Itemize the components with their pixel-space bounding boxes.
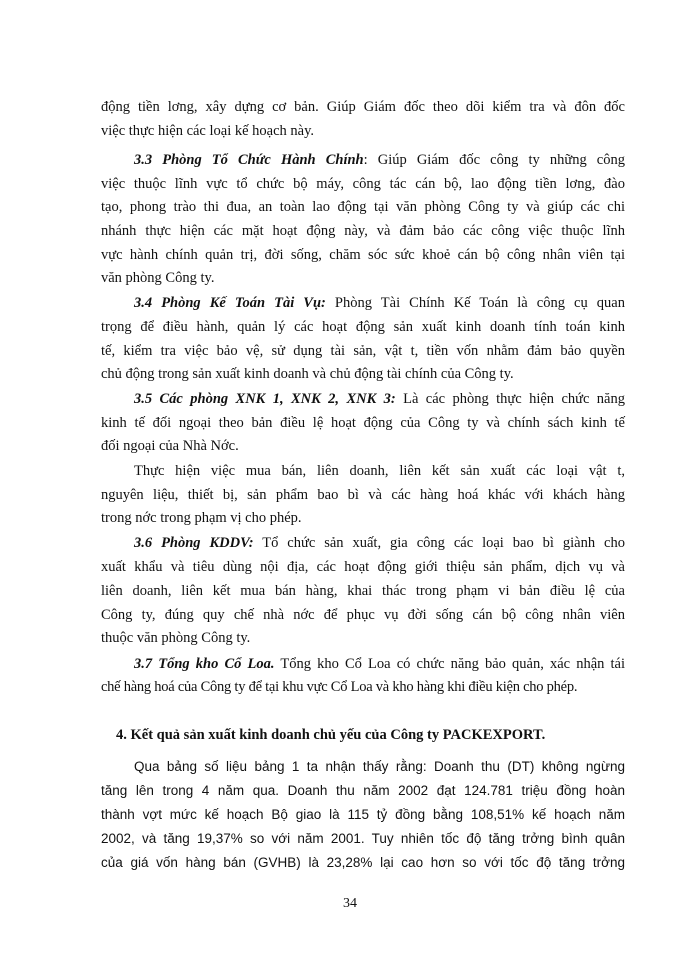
section-3-7-first-line	[134, 654, 625, 674]
text-line: Qua bảng số liệu bảng 1 ta nhận thấy rằng: Doanh thu (DT) không ngừng	[134, 759, 625, 774]
section-3-4-first-line	[134, 293, 625, 313]
text-line: của giá vốn hàng bán (GVHB) là 23,28% lại cao hơn so với tốc độ tăng trởng	[101, 855, 625, 870]
text-line: việc thuộc lĩnh vực tổ chức bộ máy, công tác cán bộ, lao động tiền lơng, đào	[101, 176, 625, 192]
text-line: thuộc văn phòng Công ty.	[101, 630, 251, 646]
page-number: 34	[343, 896, 357, 911]
text-line: đối ngoại của Nhà Nớc.	[101, 438, 239, 454]
text-line: động tiền lơng, xây dựng cơ bản. Giúp Giám đốc theo dõi kiểm tra và đôn đốc	[101, 99, 625, 115]
text-line: thành vợt mức kế hoạch Bộ giao là 115 tỷ đồng bằng 108,51% kế hoạch năm	[101, 807, 625, 822]
text-line: 2002, và tăng 19,37% so với năm 2001. Tuy nhiên tốc độ tăng trởng bình quân	[101, 831, 625, 846]
text-line: nguyên liệu, thiết bị, sản phẩm bao bì và các hàng hoá khác với khách hàng	[101, 487, 625, 503]
text-line: liên doanh, liên kết mua bán hàng, khai thác trong phạm vi bản điều lệ của	[101, 583, 625, 599]
section-3-3-first-line	[134, 150, 625, 170]
text-line: xuất khẩu và tiêu dùng nội địa, các hoạt động giới thiệu sản phẩm, dịch vụ và	[101, 559, 625, 575]
text-line: kinh tế đối ngoại theo bản điều lệ hoạt động của Công ty và chính sách kinh tế	[101, 415, 625, 431]
text-line: tế, kiểm tra việc bảo vệ, sử dụng tài sản, vật t, tiền vốn nhằm đảm bảo quyền	[101, 343, 625, 359]
text-span: : Giúp Giám đốc công ty những công	[363, 152, 625, 168]
section-3-3-title: 3.3 Phòng Tổ Chức Hành Chính	[134, 152, 364, 168]
section-3-5-first-line	[134, 389, 625, 409]
section-4-heading: 4. Kết quả sản xuất kinh doanh chủ yếu của Công ty PACKEXPORT.	[116, 727, 546, 743]
section-3-4-title: 3.4 Phòng Kế Toán Tài Vụ:	[134, 295, 326, 311]
text-span: Tổ chức sản xuất, gia công các loại bao bì giành cho	[253, 535, 625, 551]
text-line: văn phòng Công ty.	[101, 270, 215, 286]
section-3-6-title: 3.6 Phòng KDDV:	[134, 535, 254, 551]
text-line: tăng lên trong 4 năm qua. Doanh thu năm 2002 đạt 124.781 triệu đồng hoàn	[101, 783, 625, 798]
text-line: trong nớc trong phạm vị cho phép.	[101, 510, 302, 526]
text-line: trọng để điều hành, quản lý các hoạt động sản xuất kinh doanh tính toán kinh	[101, 319, 625, 335]
section-3-5-title: 3.5 Các phòng XNK 1, XNK 2, XNK 3:	[134, 391, 396, 407]
text-line: tạo, phong trào thi đua, an toàn lao động tại văn phòng Công ty và giúp các chi	[101, 199, 625, 215]
text-line: vực hành chính quản trị, đời sống, chăm sóc sức khoẻ cán bộ công nhân viên tại	[101, 247, 625, 263]
text-line: Công ty, đúng quy chế nhà nớc để phục vụ đời sống cán bộ công nhân viên	[101, 607, 625, 623]
section-3-7-title: 3.7 Tổng kho Cổ Loa.	[134, 656, 275, 672]
text-line: chế hàng hoá của Công ty để tại khu vực Cổ Loa và kho hàng khi điều kiện cho phép.	[101, 679, 578, 695]
text-span: Phòng Tài Chính Kế Toán là công cụ quan	[325, 295, 625, 311]
text-line: chủ động trong sản xuất kinh doanh và chủ động tài chính của Công ty.	[101, 366, 514, 382]
text-span: Tổng kho Cổ Loa có chức năng bảo quản, xác nhận tái	[274, 656, 626, 672]
section-3-6-first-line	[134, 533, 625, 553]
text-span: Là các phòng thực hiện chức năng	[395, 391, 625, 407]
text-line: việc thực hiện các loại kế hoạch này.	[101, 123, 315, 139]
text-line: Thực hiện việc mua bán, liên doanh, liên kết sản xuất các loại vật t,	[134, 463, 625, 479]
text-line: nhánh thực hiện các mặt hoạt động này, và đảm bảo các công việc thuộc lĩnh	[101, 223, 625, 239]
